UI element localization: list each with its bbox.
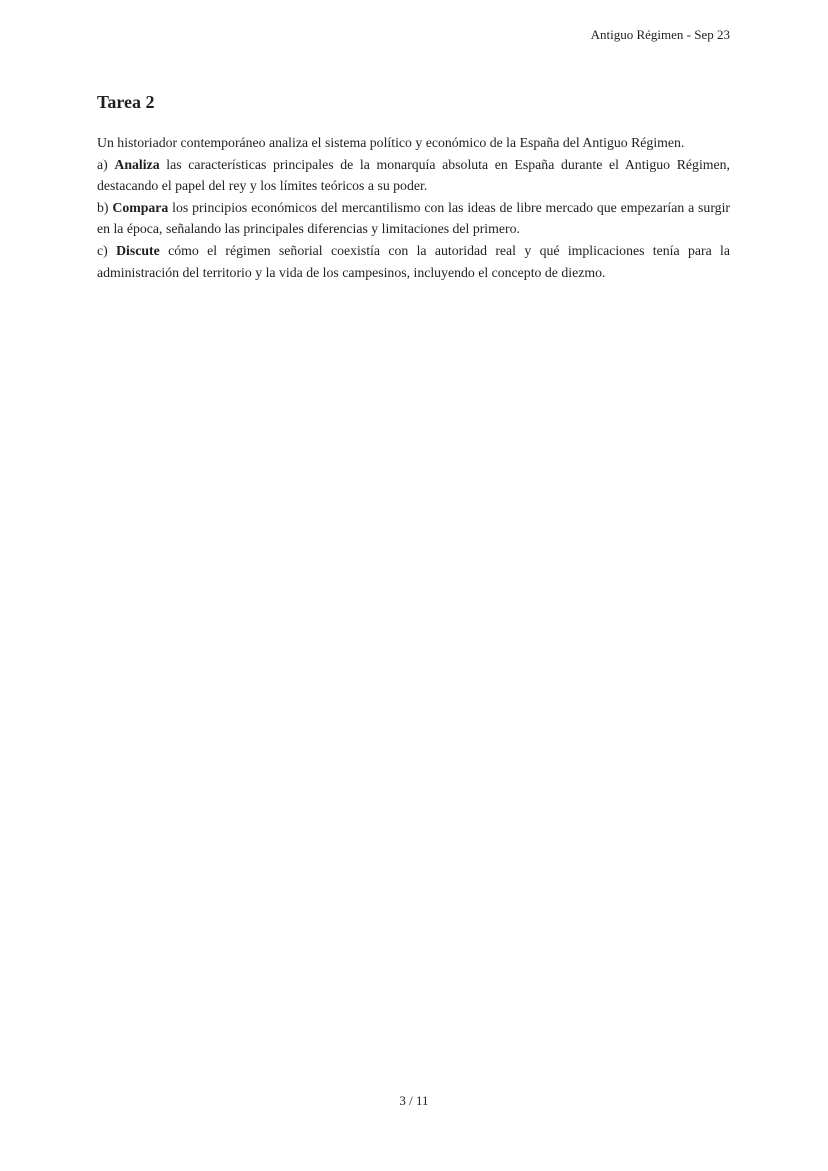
task-intro: Un historiador contemporáneo analiza el sistema político y económico de la España del Antiguo Régimen. [97,135,685,150]
item-label: c) [97,242,108,258]
item-label: a) [97,156,108,172]
task-item-c [97,240,730,283]
page-footer [0,1093,828,1109]
task-item-b [97,197,730,240]
task-title: Tarea 2 [97,92,155,112]
item-label: b) [97,199,109,215]
item-keyword: Discute [116,242,160,258]
item-keyword: Compara [112,199,169,215]
item-text: cómo el régimen señorial coexistía con la autoridad real y qué implicaciones tenía para la administración del territorio y la vida de los campesinos, incluyendo el concepto de diezmo. [97,242,730,280]
task-item-a [97,154,730,197]
header-text: Antiguo Régimen - Sep 23 [590,27,730,42]
item-text: las características principales de la monarquía absoluta en España durante el Antiguo Régimen, destacando el papel del rey y los límites teóricos a su poder. [97,156,730,194]
page-number: 3 / 11 [399,1093,429,1108]
item-text: los principios económicos del mercantilismo con las ideas de libre mercado que empezarían a surgir en la época, señalando las principales diferencias y limitaciones del primero. [97,199,730,237]
document-content [97,91,730,283]
page-header [591,27,730,42]
item-keyword: Analiza [114,156,160,172]
